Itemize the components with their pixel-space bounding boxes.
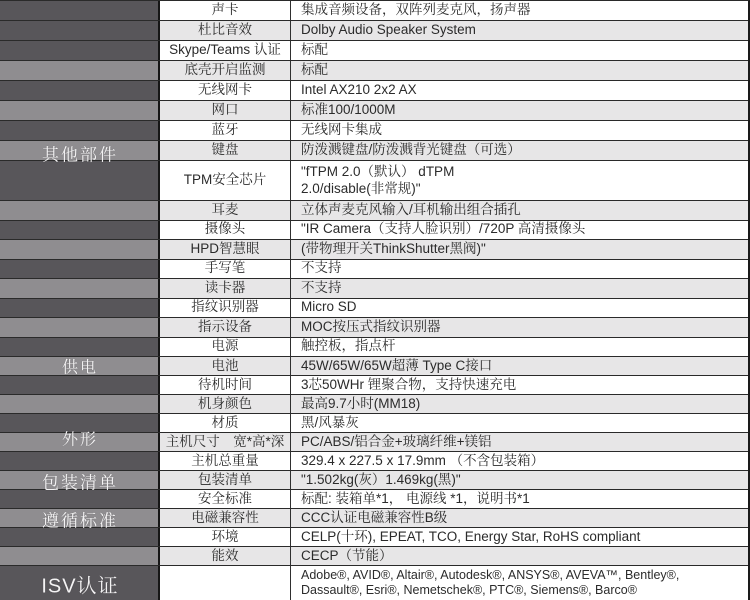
spec-name-cell: 环境 (160, 528, 291, 546)
spec-value-line: 3芯50WHr 锂聚合物，支持快速充电 (301, 376, 517, 392)
spec-value-line: 不支持 (301, 279, 342, 295)
spec-name-cell: 包装清单 (160, 471, 291, 489)
spec-name-cell: 指示设备 (160, 318, 291, 337)
table-row (0, 240, 748, 260)
spec-name-cell: 电池 (160, 357, 291, 375)
category-stripe-cell (0, 41, 160, 60)
category-stripe-cell (0, 161, 160, 200)
spec-value-cell (291, 260, 748, 279)
spec-value-cell (291, 161, 748, 200)
spec-name-cell (160, 566, 291, 600)
category-label-appearance: 外形 (61, 431, 98, 449)
spec-value-line: 触控板，指点杆 (301, 338, 396, 354)
category-stripe-cell (0, 221, 160, 240)
category-stripe-cell (0, 376, 160, 394)
spec-value-cell (291, 240, 748, 259)
spec-value-line: 标配 (301, 42, 328, 58)
spec-value-cell (291, 221, 748, 240)
spec-value-line: 标配: 装箱单*1， 电源线 *1，说明书*1 (301, 490, 530, 506)
category-label-other-parts: 其他部件 (42, 145, 118, 165)
spec-value-cell (291, 299, 748, 318)
spec-name-cell: 主机总重量 (160, 452, 291, 470)
spec-value-line: CECP（节能） (301, 547, 393, 563)
spec-value-line: 不支持 (301, 260, 342, 276)
spec-value-line: 标准100/1000M (301, 102, 396, 118)
category-stripe-cell (0, 121, 160, 140)
table-row (0, 221, 748, 241)
spec-value-cell (291, 471, 748, 489)
spec-value-line: Intel AX210 2x2 AX (301, 82, 417, 98)
spec-value-line: 黑/风暴灰 (301, 414, 359, 430)
spec-value-cell (291, 101, 748, 120)
spec-value-cell (291, 357, 748, 375)
spec-name-cell: 声卡 (160, 1, 291, 20)
spec-name-cell: 材质 (160, 414, 291, 432)
table-row (0, 201, 748, 221)
spec-value-line: PC/ABS/铝合金+玻璃纤维+镁铝 (301, 433, 492, 449)
table-row (0, 318, 748, 338)
spec-value-line: MOC按压式指纹识别器 (301, 318, 441, 334)
spec-name-cell: 待机时间 (160, 376, 291, 394)
spec-value-cell (291, 318, 748, 337)
spec-name-cell: 电磁兼容性 (160, 509, 291, 527)
category-label-isv: ISV认证 (41, 575, 119, 598)
spec-value-line: "fTPM 2.0（默认） dTPM (301, 163, 455, 179)
spec-name-cell: 电源 (160, 338, 291, 357)
spec-value-line: 最高9.7小时(MM18) (301, 395, 421, 411)
spec-value-line: CELP(十环), EPEAT, TCO, Energy Star, RoHS compliant (301, 528, 641, 544)
table-row (0, 101, 748, 121)
spec-value-cell (291, 566, 748, 600)
category-stripe-cell (0, 279, 160, 298)
spec-name-cell: HPD智慧眼 (160, 240, 291, 259)
table-row (0, 376, 748, 395)
table-row (0, 279, 748, 299)
category-stripe-cell (0, 318, 160, 337)
spec-value-line: Micro SD (301, 299, 357, 315)
category-stripe-cell (0, 395, 160, 413)
spec-value-line: 标配 (301, 62, 328, 78)
spec-value-line: 329.4 x 227.5 x 17.9mm （不含包装箱） (301, 452, 545, 468)
spec-value-cell (291, 1, 748, 20)
spec-value-cell (291, 279, 748, 298)
table-row (0, 260, 748, 280)
spec-name-cell: Skype/Teams 认证 (160, 41, 291, 60)
category-stripe-cell (0, 21, 160, 40)
table-row (0, 81, 748, 101)
spec-name-cell: 手写笔 (160, 260, 291, 279)
category-stripe-cell (0, 299, 160, 318)
spec-name-cell: 安全标准 (160, 490, 291, 508)
spec-value-cell (291, 61, 748, 80)
spec-value-line: 2.0/disable(非常规)" (301, 180, 421, 196)
spec-name-cell: 机身颜色 (160, 395, 291, 413)
spec-value-cell (291, 141, 748, 160)
spec-name-cell: TPM安全芯片 (160, 161, 291, 200)
spec-value-line: 45W/65W/65W超薄 Type C接口 (301, 357, 493, 373)
category-label-power: 供电 (61, 359, 98, 377)
spec-value-line: 集成音频设备，双阵列麦克风，扬声器 (301, 2, 531, 18)
spec-value-line: (带物理开关ThinkShutter黑阀)" (301, 240, 486, 256)
spec-value-line: 防泼溅键盘/防泼溅背光键盘（可选） (301, 142, 521, 158)
spec-name-cell: 摄像头 (160, 221, 291, 240)
spec-value-cell (291, 547, 748, 565)
spec-value-cell (291, 81, 748, 100)
spec-value-line: Adobe®, AVID®, Altair®, Autodesk®, ANSYS®, AVEVA™, Bentley®, (301, 567, 680, 582)
spec-name-cell: 网口 (160, 101, 291, 120)
table-row (0, 1, 748, 21)
category-stripe-cell (0, 101, 160, 120)
spec-name-cell: 耳麦 (160, 201, 291, 220)
category-stripe-cell (0, 260, 160, 279)
spec-value-cell (291, 395, 748, 413)
table-row (0, 21, 748, 41)
table-row (0, 61, 748, 81)
category-stripe-cell (0, 240, 160, 259)
spec-value-line: CCC认证电磁兼容性B级 (301, 509, 448, 525)
spec-value-line: Dassault®, Esri®, Nemetschek®, PTC®, Siemens®, Barco® (301, 583, 637, 597)
table-row (0, 299, 748, 319)
category-label-standards: 遵循标准 (42, 511, 118, 531)
spec-value-cell (291, 433, 748, 451)
spec-value-cell (291, 528, 748, 546)
spec-value-cell (291, 376, 748, 394)
spec-value-cell (291, 21, 748, 40)
spec-value-cell (291, 509, 748, 527)
table-row (0, 161, 748, 201)
spec-value-cell (291, 121, 748, 140)
category-stripe-cell (0, 1, 160, 20)
category-stripe-cell (0, 452, 160, 470)
category-stripe-cell (0, 547, 160, 565)
spec-value-cell (291, 414, 748, 432)
spec-name-cell: 能效 (160, 547, 291, 565)
category-stripe-cell (0, 201, 160, 220)
spec-value-line: Dolby Audio Speaker System (301, 22, 476, 38)
category-label-package-list: 包装清单 (42, 473, 118, 493)
category-stripe-cell (0, 61, 160, 80)
spec-value-cell (291, 41, 748, 60)
spec-value-line: "IR Camera（支持人脸识别）/720P 高清摄像头 (301, 221, 586, 237)
table-row (0, 395, 748, 414)
spec-name-cell: 主机尺寸 宽*高*深 (160, 433, 291, 451)
spec-value-cell (291, 338, 748, 357)
spec-value-cell (291, 452, 748, 470)
spec-name-cell: 读卡器 (160, 279, 291, 298)
spec-name-cell: 指纹识别器 (160, 299, 291, 318)
table-row (0, 121, 748, 141)
spec-name-cell: 无线网卡 (160, 81, 291, 100)
table-row (0, 41, 748, 61)
table-row (0, 547, 748, 566)
spec-value-line: "1.502kg(灰）1.469kg(黑)" (301, 471, 461, 487)
spec-name-cell: 蓝牙 (160, 121, 291, 140)
category-stripe-cell (0, 81, 160, 100)
category-stripe-cell (0, 338, 160, 357)
spec-name-cell: 杜比音效 (160, 21, 291, 40)
spec-value-cell (291, 490, 748, 508)
spec-value-cell (291, 201, 748, 220)
spec-value-line: 无线网卡集成 (301, 122, 382, 138)
spec-value-line: 立体声麦克风输入/耳机输出组合插孔 (301, 201, 521, 217)
spec-name-cell: 键盘 (160, 141, 291, 160)
spec-name-cell: 底壳开启监测 (160, 61, 291, 80)
